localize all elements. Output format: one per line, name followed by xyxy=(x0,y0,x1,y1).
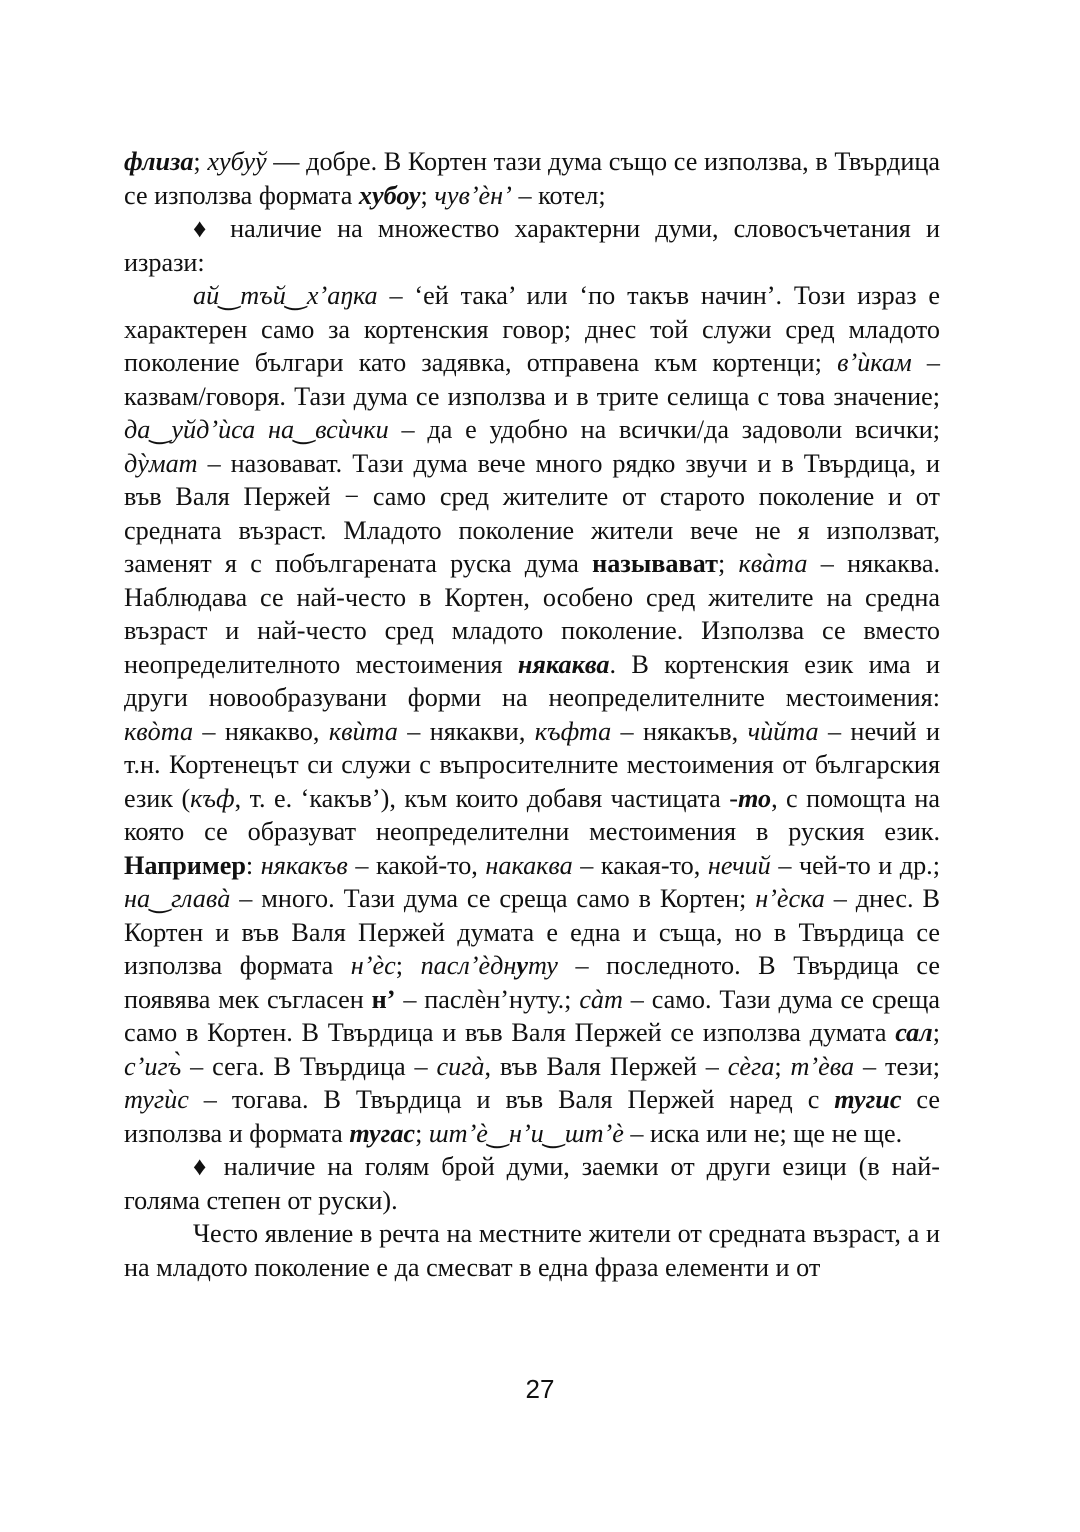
dialect-word: накаква xyxy=(485,850,573,880)
text-run: ♦ наличие на множество характерни думи, словосъчетания и изрази: xyxy=(124,214,940,277)
paragraph xyxy=(124,279,940,1150)
text-run: – казвам/говоря. Тази дума се използва и в трите селища с това значение; xyxy=(124,348,940,411)
text-run: – някакво, xyxy=(193,716,329,746)
text-run: – някаква. Наблюдава се най-често в Кортен, особено сред жителите на средна възраст и най-често сред младото поколение. Използва се вместо неопределителното местоимения xyxy=(124,549,941,679)
text-run: – ‘ей така’ или ‘по такъв начин’. Този израз е характерен само за кортенския говор; днес той служи сред младото поколение българи като задявка, отправена към кортенци; xyxy=(124,281,940,377)
bold-italic-term: у xyxy=(516,951,528,980)
text-run: , т. е. ‘какъв’), към които добавя частицата - xyxy=(234,783,738,813)
text-run: – котел; xyxy=(511,180,606,210)
text-run: – иска или не; ще не ще. xyxy=(623,1118,903,1148)
dialect-word: чѝйта xyxy=(747,716,819,746)
bold-italic-run xyxy=(349,1119,415,1148)
page-body xyxy=(124,145,940,1284)
dialect-word: дỳмат xyxy=(124,448,198,478)
text-run: – тогава. В Твърдица и във Валя Пержей наред с xyxy=(188,1085,835,1114)
text-run: Често явление в речта на местните жители от средната възраст, а и на младото поколение е да смесват в една фраза елементи и от xyxy=(124,1219,940,1282)
text-run: ; xyxy=(415,1118,429,1148)
dialect-word: тугѝс xyxy=(124,1085,189,1114)
dialect-word: ай‿тъй‿х’аŋка xyxy=(193,281,378,310)
bold-term: н’ xyxy=(371,984,396,1014)
dialect-word: сàт xyxy=(579,984,623,1014)
bold-term: называват xyxy=(592,549,718,578)
text-run: – някакви, xyxy=(397,716,535,746)
dialect-word: с’игъ̀ xyxy=(124,1051,182,1081)
dialect-word: квòта xyxy=(124,716,194,746)
dialect-word: чув’ѐн’ xyxy=(434,180,512,210)
dialect-word: квѝта xyxy=(328,716,398,746)
dialect-word: н’ѐска xyxy=(755,884,825,913)
text-run: ♦ наличие на голям брой думи, заемки от други езици (в най-голяма степен от руски). xyxy=(124,1152,940,1215)
text-run: – да е удобно на всички/да задоволи всички; xyxy=(388,415,940,444)
bold-italic-term: сал xyxy=(895,1018,933,1047)
text-run: – нечий и т.н. Кортенецът си служи с въпросителните местоимения от българския език ( xyxy=(124,716,941,813)
text-run: ; xyxy=(717,549,739,578)
dialect-word: къф xyxy=(190,783,235,813)
text-run: ; xyxy=(420,180,435,210)
dialect-word: ту xyxy=(528,951,558,980)
text-run: , с помощта на която се образуват неопределителни местоимения в руския език. xyxy=(124,783,940,846)
bold-italic-term: тугас xyxy=(349,1118,416,1148)
bold-italic-run xyxy=(834,1085,901,1114)
bold-italic-term: някаква xyxy=(517,649,610,679)
bold-italic-term: то xyxy=(737,783,772,813)
dialect-word: пасл’ѐдн xyxy=(420,951,517,980)
text-run: . В кортенския език има и други новообразувани форми на неопределителните местоимения: xyxy=(124,649,940,712)
dialect-word: хубуў xyxy=(207,147,267,176)
text-run: – тези; xyxy=(854,1051,940,1081)
text-run: ; xyxy=(193,147,208,176)
dialect-word: н’ѐс xyxy=(350,951,396,980)
bold-term: Например xyxy=(124,850,246,880)
bold-italic-run xyxy=(738,784,771,813)
text-run: – днес. В Кортен и във Валя Пержей думата е една и съща, но в Твърдица се използва формата xyxy=(124,884,940,980)
text-run: – чей-то и др.; xyxy=(770,850,940,880)
dialect-word: на‿главà xyxy=(124,884,231,913)
dialect-word: т’ѐва xyxy=(790,1051,855,1081)
text-run: – само. Тази дума се среща само в Кортен. В Твърдица и във Валя Пержей се използва думата xyxy=(124,984,940,1047)
dialect-word: шт’ѐ‿н’и‿шт’ѐ xyxy=(428,1118,624,1148)
text-run: – последното. В Твърдица се появява мек съгласен xyxy=(124,951,940,1014)
bold-italic-run xyxy=(124,147,193,176)
bold-italic-run xyxy=(359,181,421,210)
text-run: ; xyxy=(774,1051,791,1081)
bold-italic-run xyxy=(518,650,610,679)
text-run: – паслѐн’нуту.; xyxy=(395,984,580,1014)
paragraph xyxy=(124,145,940,212)
dialect-word: квàта xyxy=(738,549,808,578)
text-run: – назовават. Тази дума вече много рядко звучи и в Твърдица, и във Валя Пержей − само сред жителите от старото поколение и от средната възраст. Младото поколение жители вече не я използват, заменят я с побългарената руска дума xyxy=(124,448,940,578)
paragraph xyxy=(124,212,940,279)
dialect-word: да‿уйд’ѝса на‿всѝчки xyxy=(124,415,389,444)
text-run: – какой-то, xyxy=(347,850,486,880)
bold-italic-run xyxy=(895,1018,932,1047)
dialect-word: някакъв xyxy=(260,850,348,880)
dialect-word: сѐга xyxy=(727,1051,775,1081)
paragraph xyxy=(124,1150,940,1217)
text-run: – какая-то, xyxy=(572,850,708,880)
page-number: 27 xyxy=(525,1374,555,1404)
text-run: : xyxy=(245,850,261,880)
text-run: ; xyxy=(932,1018,940,1047)
text-run: се използва и формата xyxy=(124,1085,940,1148)
bold-italic-term: тугис xyxy=(834,1085,902,1114)
dialect-word: къфта xyxy=(534,716,612,746)
bold-italic-term: хубоу xyxy=(358,180,421,210)
paragraph xyxy=(124,1217,940,1284)
bold-italic-run xyxy=(516,951,528,980)
dialect-word: сигà xyxy=(436,1051,485,1081)
dialect-word: в’ѝкам xyxy=(837,348,912,377)
dialect-word: нечий xyxy=(707,850,771,880)
text-run: — добре. В Кортен тази дума също се използва, в Твърдица се използва формата xyxy=(124,147,940,210)
text-run: – сега. В Твърдица – xyxy=(181,1051,437,1081)
bold-italic-term: флиза xyxy=(124,147,194,176)
text-run: – някакъв, xyxy=(611,716,748,746)
text-run: – много. Тази дума се среща само в Кортен; xyxy=(230,884,756,913)
text-run: , във Валя Пержей – xyxy=(484,1051,728,1081)
text-run: ; xyxy=(395,951,421,980)
